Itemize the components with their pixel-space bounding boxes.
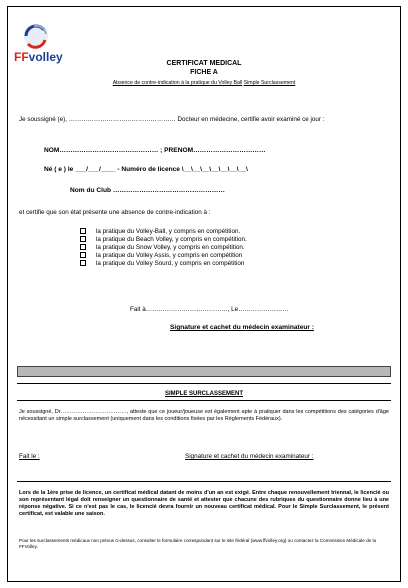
list-item[interactable]: la pratique du Beach Volley, y compris en compétition. xyxy=(80,236,247,244)
nom-prenom-field[interactable]: NOM……………………………………… ; PRENOM…………………………… xyxy=(44,147,266,154)
list-item[interactable]: la pratique du Volley Sourd, y compris en compétition xyxy=(80,260,247,268)
checkbox[interactable] xyxy=(80,228,86,234)
separator-bar xyxy=(17,366,391,377)
logo-text: FFvolley xyxy=(14,50,63,64)
divider xyxy=(17,481,391,482)
footer-note: Lors de la 1ère prise de licence, un certificat médical datant de moins d'un an est exigé. Entre chaque renouvellement triennal, le licencié ou son représentant légal doit renseigner un questionnaire de santé et attester que chacune des rubriques du questionnaire donne lieu à une réponse négative. Si ce n'est pas le cas, le licencié devra fournir un nouveau certificat médical. Pour le Simple Surclassement, le présent certificat, est valable une saison. xyxy=(19,490,389,517)
checkbox[interactable] xyxy=(80,236,86,242)
cert-title: CERTIFICAT MEDICAL xyxy=(166,60,242,67)
footer-small-print: Pour les surclassements médicaux non prévus ci-dessus, consulter le formulaire correspondant sur le site fédéral (www.ffvolley.org) ou contactez la Commission Médicale de la FFVolley. xyxy=(19,538,377,549)
fait-le-field[interactable]: Fait le : xyxy=(19,453,40,460)
surclassement-signature: Signature et cachet du médecin examinateur : xyxy=(185,453,314,460)
naissance-licence-field[interactable]: Né ( e ) le ___/___/____ - Numéro de licence \__\__\__\__\__\__\__\ xyxy=(44,166,248,173)
signature-label: Signature et cachet du médecin examinateur : xyxy=(170,324,315,331)
list-item[interactable]: la pratique du Volley Assis, y compris en compétition xyxy=(80,252,247,260)
checkbox[interactable] xyxy=(80,244,86,250)
divider xyxy=(17,383,391,384)
list-item[interactable]: la pratique du Volley-Ball, y compris en compétition. xyxy=(80,228,247,236)
simple-surclassement-title: SIMPLE SURCLASSEMENT xyxy=(164,391,243,397)
activities-list xyxy=(80,228,247,268)
certify-text: et certifie que son état présente une absence de contre-indication à : xyxy=(19,209,211,216)
list-item[interactable]: la pratique du Snow Volley, y compris en compétition. xyxy=(80,244,247,252)
divider xyxy=(17,400,391,401)
fait-a-field[interactable]: Fait à…………………………………, Le…………………… xyxy=(130,306,289,313)
checkbox[interactable] xyxy=(80,260,86,266)
club-field[interactable]: Nom du Club …………………………………………… xyxy=(70,187,225,194)
cert-subheading: Absence de contre-indication à la pratique du Volley Ball Simple Surclassement xyxy=(112,80,296,86)
cert-subtitle: FICHE A xyxy=(190,69,218,76)
surclassement-paragraph: Je soussigné, Dr………………………………, atteste que ce joueur/joueuse est également apte à pratiquer dans les compétitions des catégories d'âge nécessitant un simple surclassement (uniquement dans les conditions fixées par les Règlements Fédéraux). xyxy=(19,409,389,422)
intro-paragraph: Je soussigné (e), …………………………………………… Docteur en médecine, certifie avoir examiné ce jour : xyxy=(19,116,325,123)
checkbox[interactable] xyxy=(80,252,86,258)
